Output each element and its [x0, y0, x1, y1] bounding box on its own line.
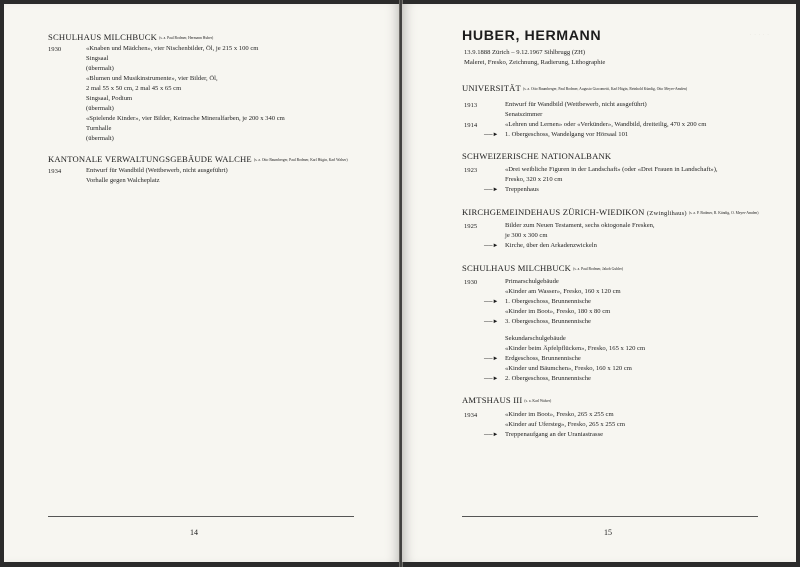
entry-line: «Kinder auf Ufersteg», Fresko, 265 x 255 cm [505, 421, 625, 428]
entry-line: Treppenhaus [505, 186, 539, 193]
entry-line: «Kinder beim Äpfelpflücken», Fresko, 165 x 120 cm [505, 345, 646, 352]
page-number: 15 [604, 528, 612, 537]
artist-name: HUBER, HERMANN [462, 28, 602, 44]
entry-line: «Knaben und Mädchen», vier Nischenbilder, Öl, je 215 x 100 cm [86, 45, 259, 52]
arrow-right-icon: ──► [484, 376, 499, 382]
entry-line: Bilder zum Neuen Testament, sechs oktogonale Fresken, [505, 222, 655, 229]
arrow-right-icon: ──► [484, 132, 499, 138]
entry-line: (übermalt) [86, 65, 114, 72]
footer-rule [48, 516, 354, 517]
entry-line: Kirche, über den Arkadenzwickeln [505, 242, 597, 249]
heading-note: (s. a. Karl Walser) [524, 399, 552, 403]
entry-line: 2 mal 55 x 50 cm, 2 mal 45 x 65 cm [86, 85, 182, 92]
entry-year: 1934 [464, 412, 478, 419]
entry-line: Entwurf für Wandbild (Wettbewerb, nicht ausgeführt) [86, 167, 228, 174]
entry-line: 2. Obergeschoss, Brunnennische [505, 375, 591, 382]
section-heading-nationalbank: SCHWEIZERISCHE NATIONALBANK [462, 151, 612, 161]
entry-line: Vorhalle gegen Walcheplatz [86, 177, 160, 184]
entry-line: «Kinder am Wasser», Fresko, 160 x 120 cm [505, 288, 621, 295]
heading-note: (s. a. Otto Baumberger, Paul Bodmer, Augusto Giacometti, Karl Hügin, Reinhold Kündig, Otto Meyer-Amden) [523, 87, 688, 91]
entry-line: «Kinder im Boot», Fresko, 180 x 80 cm [505, 308, 611, 315]
heading-note: (s. a. Otto Baumberger, Paul Bodmer, Karl Hügin, Karl Walser) [253, 158, 348, 162]
entry-line: 1. Obergeschoss, Wandelgang vor Hörsaal 101 [505, 131, 629, 138]
arrow-right-icon: ──► [484, 243, 499, 249]
artist-dates: 13.9.1888 Zürich – 9.12.1967 Sihlbrugg (ZH) [464, 49, 586, 56]
entry-line: (übermalt) [86, 105, 114, 112]
entry-year: 1930 [464, 279, 478, 286]
heading-note: (s. a. Paul Bodmer, Jakob Gubler) [573, 267, 624, 271]
entry-line: Senatszimmer [505, 111, 543, 118]
entry-line: «Kinder und Bäumchen», Fresko, 160 x 120 cm [505, 365, 632, 372]
entry-line: Erdgeschoss, Brunnennische [505, 355, 581, 362]
section-heading-schulhaus-milchbuck: SCHULHAUS MILCHBUCK (s. a. Paul Bodmer, Hermann Huber) [48, 32, 214, 42]
entry-line: 1. Obergeschoss, Brunnennische [505, 298, 591, 305]
artist-media: Malerei, Fresko, Zeichnung, Radierung, Lithographie [464, 59, 606, 66]
page-number: 14 [190, 528, 198, 537]
entry-year: 1923 [464, 167, 478, 174]
right-page [402, 4, 796, 562]
section-heading-kirchgemeindehaus: KIRCHGEMEINDEHAUS ZÜRICH-WIEDIKON (Zwinglihaus) (s. a. P. Bodmer, R. Kündig, O. Meyer-Amden) [462, 207, 759, 217]
entry-line: «Spielende Kinder», vier Bilder, Keimsche Mineralfarben, je 200 x 340 cm [86, 115, 285, 122]
section-heading-schulhaus-milchbuck: SCHULHAUS MILCHBUCK (s. a. Paul Bodmer, Jakob Gubler) [462, 263, 624, 273]
arrow-right-icon: ──► [484, 356, 499, 362]
section-heading-amtshaus: AMTSHAUS III (s. a. Karl Walser) [462, 395, 552, 405]
entry-line: (übermalt) [86, 135, 114, 142]
heading-note: (s. a. Paul Bodmer, Hermann Huber) [159, 36, 214, 40]
entry-year: 1934 [48, 168, 62, 175]
entry-line: Primarschulgebäude [505, 278, 559, 285]
entry-line: Singsaal [86, 55, 109, 62]
entry-line: je 300 x 300 cm [505, 232, 548, 239]
arrow-right-icon: ──► [484, 432, 499, 438]
arrow-right-icon: ──► [484, 299, 499, 305]
entry-line: «Kinder im Boot», Fresko, 265 x 255 cm [505, 411, 614, 418]
entry-year: 1930 [48, 46, 62, 53]
entry-line: Entwurf für Wandbild (Wettbewerb, nicht ausgeführt) [505, 101, 647, 108]
entry-line: Treppenaufgang an der Uraniastrasse [505, 431, 604, 438]
entry-year: 1925 [464, 223, 478, 230]
faint-mark: · · · · · [750, 32, 770, 37]
footer-rule [462, 516, 758, 517]
entry-line: Fresko, 320 x 210 cm [505, 176, 563, 183]
entry-line: Sekundarschulgebäude [505, 335, 566, 342]
entry-line: Singsaal, Podium [86, 95, 133, 102]
entry-year: 1914 [464, 122, 478, 129]
arrow-right-icon: ──► [484, 187, 499, 193]
entry-year: 1913 [464, 102, 478, 109]
entry-line: 3. Obergeschoss, Brunnennische [505, 318, 591, 325]
section-heading-walche: KANTONALE VERWALTUNGSGEBÄUDE WALCHE (s. a. Otto Baumberger, Paul Bodmer, Karl Hügin, Karl Walser) [48, 154, 348, 164]
heading-note: (s. a. P. Bodmer, R. Kündig, O. Meyer-Amden) [688, 211, 759, 215]
arrow-right-icon: ──► [484, 319, 499, 325]
entry-line: «Lehren und Lernen» oder «Verkünder», Wandbild, dreiteilig, 470 x 200 cm [505, 121, 707, 128]
left-page [4, 4, 400, 562]
heading-subtitle: (Zwinglihaus) [646, 210, 687, 217]
section-heading-universitaet: UNIVERSITÄT (s. a. Otto Baumberger, Paul Bodmer, Augusto Giacometti, Karl Hügin, Reinhold Kündig, Otto Meyer-Amden) [462, 83, 688, 93]
entry-line: Turnhalle [86, 125, 112, 132]
entry-line: «Blumen und Musikinstrumente», vier Bilder, Öl, [86, 75, 218, 82]
entry-line: «Drei weibliche Figuren in der Landschaft» (oder «Drei Frauen in Landschaft»), [505, 166, 718, 173]
